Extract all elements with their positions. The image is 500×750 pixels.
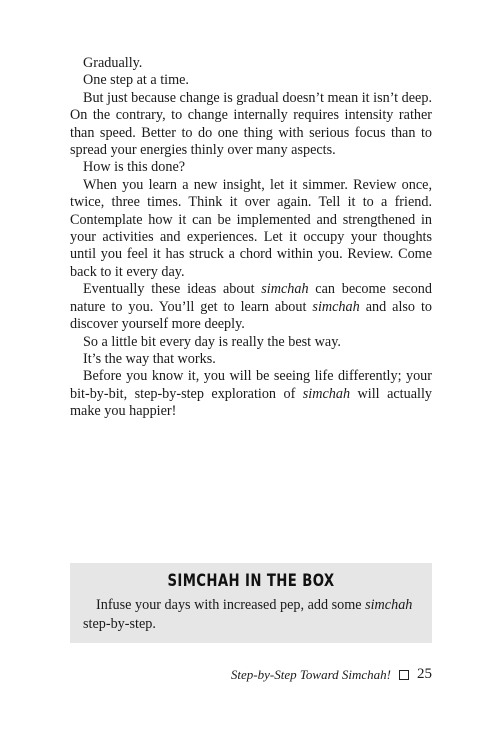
body-paragraph — [70, 368, 432, 420]
paragraph-text: So a little bit every day is really the best way. — [83, 333, 341, 350]
paragraph-text: Before you know it, you will be seeing life differently; your bit-by-bit, step-by-step exploration of — [70, 368, 432, 402]
body-paragraph — [70, 72, 432, 89]
paragraph-text: It’s the way that works. — [83, 350, 216, 367]
paragraph-text: can become second nature to you. You’ll get to learn about — [70, 281, 432, 315]
body-paragraph — [70, 334, 432, 351]
square-icon — [399, 670, 409, 680]
body-paragraph — [70, 90, 432, 160]
paragraph-text: Eventually these ideas about — [83, 281, 262, 298]
paragraph-text: But just because change is gradual doesn’t mean it isn’t deep. On the contrary, to change internally requires intensity rather than speed. Better to do one thing with serious focus than to spread your energies thinly over many aspects. — [70, 89, 432, 159]
callout-box — [70, 563, 432, 643]
body-paragraph — [70, 281, 432, 333]
page-footer — [231, 666, 432, 683]
callout-text-emphasis: simchah — [365, 597, 413, 613]
callout-text-end: step-by-step. — [83, 616, 156, 632]
body-paragraph — [70, 159, 432, 176]
paragraph-text: and also to discover yourself more deeply. — [70, 298, 433, 333]
callout-text — [83, 596, 422, 634]
emphasis-text: simchah — [261, 281, 309, 298]
paragraph-text: One step at a time. — [83, 72, 189, 89]
body-text — [70, 55, 432, 421]
body-paragraph — [70, 55, 432, 72]
callout-text-start: Infuse your days with increased pep, add some — [96, 597, 366, 613]
paragraph-text: Gradually. — [83, 55, 143, 71]
paragraph-text: will actually make you happier! — [70, 385, 432, 420]
paragraph-text: When you learn a new insight, let it simmer. Review once, twice, three times. Think it over again. Tell it to a friend. Contemplate how it can be implemented and strengthened in your activities and experiences. Let it occupy your thoughts until you feel it has struck a chord within you. Review. Come back to it every day. — [70, 176, 432, 280]
emphasis-text: simchah — [302, 385, 351, 402]
callout-title: SIMCHAH IN THE BOX — [167, 571, 335, 591]
body-paragraph — [70, 351, 432, 368]
paragraph-text: How is this done? — [83, 159, 186, 176]
emphasis-text: simchah — [312, 298, 360, 315]
running-title: Step-by-Step Toward Simchah! — [230, 666, 391, 682]
page-number: 25 — [417, 666, 432, 682]
body-paragraph — [70, 177, 432, 281]
